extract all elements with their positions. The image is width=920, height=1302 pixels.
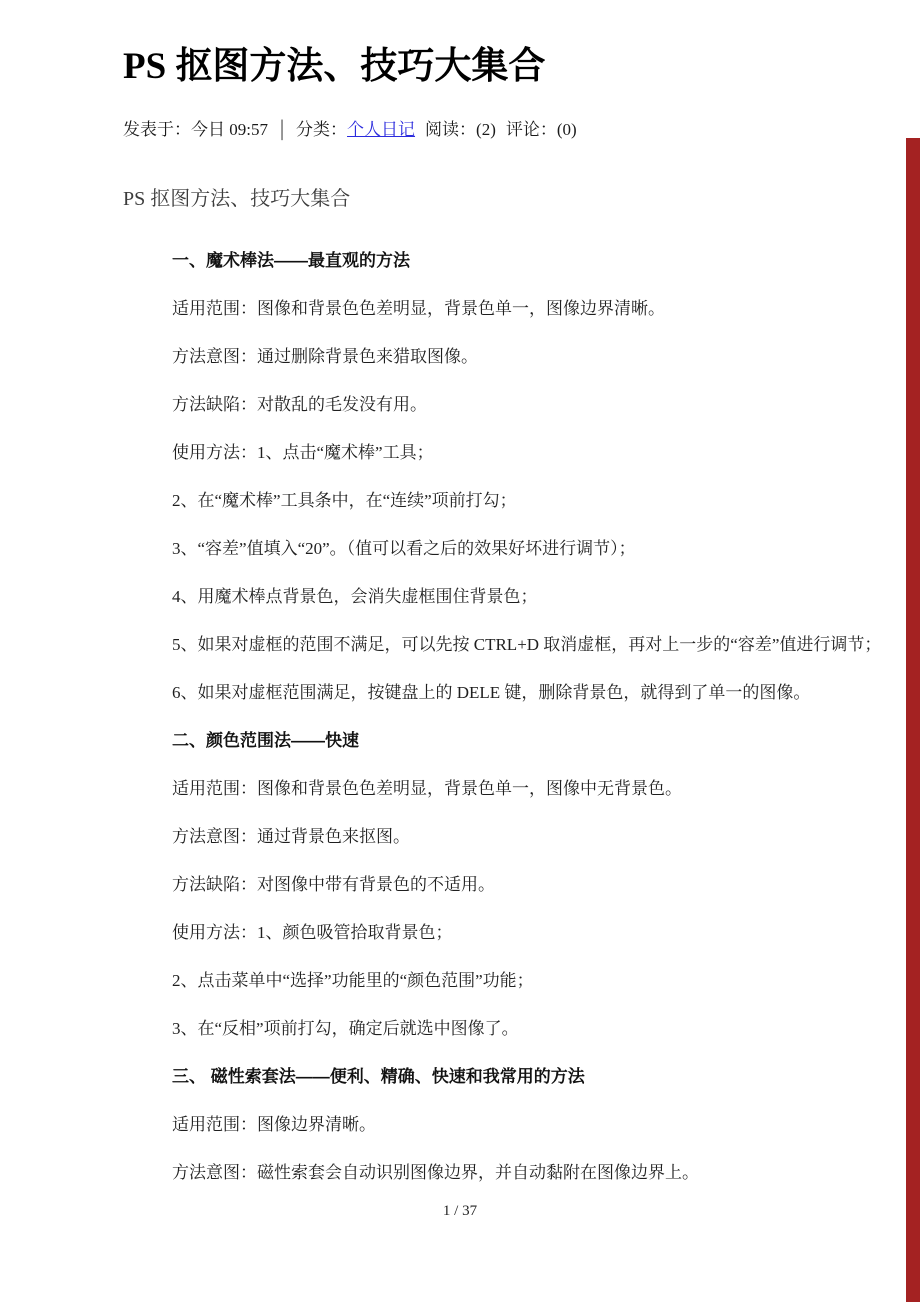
paragraph: 使用方法：1、点击“魔术棒”工具； (172, 442, 434, 462)
page-number-separator: / (450, 1203, 463, 1219)
page-total: 37 (462, 1203, 478, 1219)
article-body (172, 252, 880, 1181)
section-heading: 二、颜色范围法——快速 (172, 730, 359, 750)
paragraph: 2、在“魔术棒”工具条中，在“连续”项前打勾； (172, 490, 517, 510)
paragraph: 使用方法：1、颜色吸管拾取背景色； (172, 922, 453, 942)
section-heading: 一、魔术棒法——最直观的方法 (172, 250, 410, 270)
paragraph: 适用范围：图像和背景色色差明显，背景色单一，图像中无背景色。 (172, 778, 682, 798)
paragraph: 适用范围：图像和背景色色差明显，背景色单一，图像边界清晰。 (172, 298, 665, 318)
reads-label: 阅读：(2) (425, 119, 496, 139)
paragraph: 方法意图：通过背景色来抠图。 (172, 826, 410, 846)
scrollbar[interactable] (906, 138, 920, 1302)
meta-line (123, 115, 860, 140)
section-heading: 三、 磁性索套法——便利、精确、快速和我常用的方法 (172, 1066, 585, 1086)
paragraph: 6、如果对虚框范围满足，按键盘上的 DELE 键，删除背景色，就得到了单一的图像。 (172, 682, 811, 702)
paragraph: 适用范围：图像边界清晰。 (172, 1114, 376, 1134)
posted-label: 发表于：今日 09:57 (123, 119, 268, 139)
page-footer (0, 1203, 920, 1220)
paragraph: 方法缺陷：对图像中带有背景色的不适用。 (172, 874, 495, 894)
paragraph: 2、点击菜单中“选择”功能里的“颜色范围”功能； (172, 970, 534, 990)
page-title: PS 抠图方法、技巧大集合 (123, 46, 546, 87)
article-header (123, 0, 860, 211)
paragraph: 方法意图：磁性索套会自动识别图像边界，并自动黏附在图像边界上。 (172, 1162, 699, 1182)
paragraph: 方法缺陷：对散乱的毛发没有用。 (172, 394, 427, 414)
paragraph: 5、如果对虚框的范围不满足，可以先按 CTRL+D 取消虚框，再对上一步的“容差”值进行调节； (172, 634, 882, 654)
meta-separator: │ (275, 119, 289, 139)
paragraph: 3、“容差”值填入“20”。（值可以看之后的效果好坏进行调节）； (172, 538, 636, 558)
comments-label: 评论：(0) (505, 119, 577, 139)
category-link[interactable]: 个人日记 (347, 119, 416, 139)
paragraph: 3、在“反相”项前打勾，确定后就选中图像了。 (172, 1018, 519, 1038)
page-number: 1 (442, 1203, 451, 1219)
paragraph: 4、用魔术棒点背景色，会消失虚框围住背景色； (172, 586, 538, 606)
category-label: 分类： (296, 119, 348, 139)
article-subtitle: PS 抠图方法、技巧大集合 (123, 187, 351, 210)
paragraph: 方法意图：通过删除背景色来猎取图像。 (172, 346, 478, 366)
